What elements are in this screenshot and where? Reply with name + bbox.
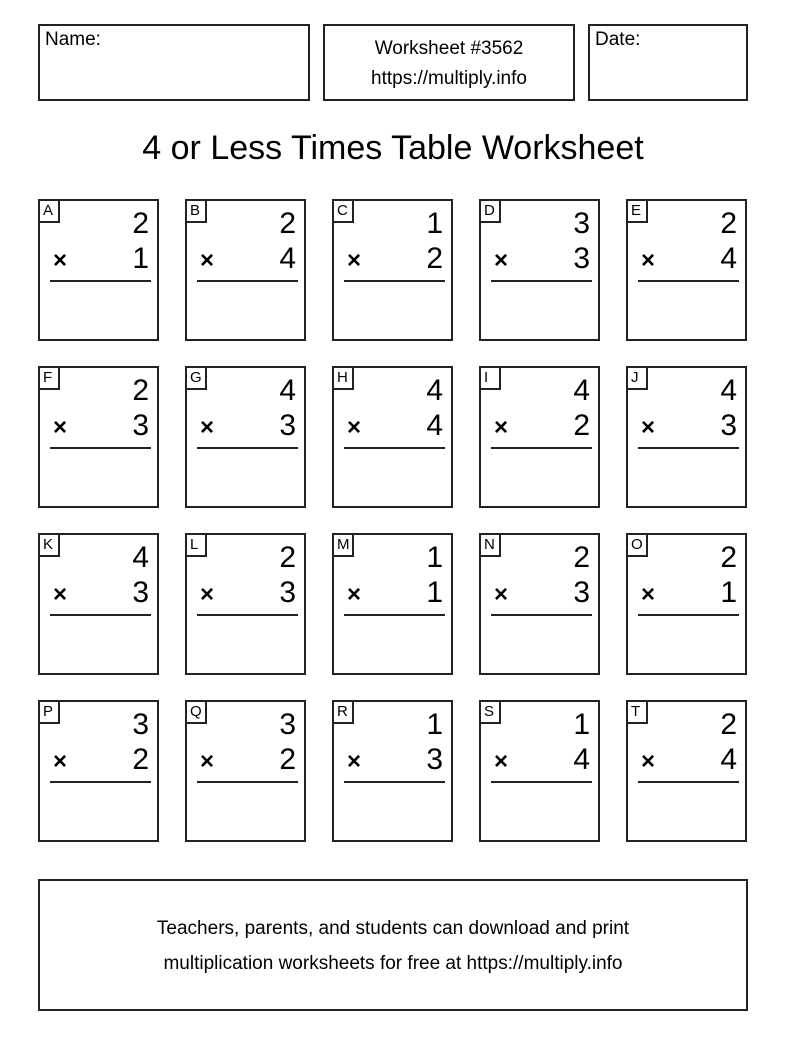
multiplicand: 4 (426, 374, 443, 407)
worksheet-info-box (323, 24, 575, 101)
answer-line (638, 614, 739, 616)
problem-letter: M (332, 533, 354, 557)
answer-line (638, 781, 739, 783)
worksheet-url: https://multiply.info (371, 68, 527, 89)
problem-card-p (38, 700, 159, 842)
problem-letter: I (479, 366, 501, 390)
answer-line (197, 280, 298, 282)
multiplicand: 3 (573, 207, 590, 240)
problem-card-o (626, 533, 747, 675)
problem-letter: O (626, 533, 648, 557)
multiply-sign-icon: × (494, 247, 509, 274)
name-label: Name: (45, 29, 101, 50)
multiplier: 2 (132, 743, 149, 776)
problem-letter: E (626, 199, 648, 223)
problem-letter: D (479, 199, 501, 223)
problem-card-t (626, 700, 747, 842)
date-field[interactable] (588, 24, 748, 101)
multiplicand: 2 (720, 708, 737, 741)
problem-letter: Q (185, 700, 207, 724)
problem-letter: L (185, 533, 207, 557)
multiplier: 4 (720, 743, 737, 776)
multiplicand: 2 (573, 541, 590, 574)
footer-line-2: multiplication worksheets for free at https://multiply.info (163, 953, 623, 974)
multiplier: 3 (279, 409, 296, 442)
problem-letter: H (332, 366, 354, 390)
multiplier: 4 (426, 409, 443, 442)
multiplicand: 4 (279, 374, 296, 407)
multiplier: 3 (426, 743, 443, 776)
multiply-sign-icon: × (641, 581, 656, 608)
problem-card-d (479, 199, 600, 341)
multiply-sign-icon: × (494, 581, 509, 608)
problem-card-l (185, 533, 306, 675)
multiply-sign-icon: × (347, 581, 362, 608)
answer-line (491, 614, 592, 616)
multiplicand: 4 (720, 374, 737, 407)
multiplicand: 4 (132, 541, 149, 574)
multiplier: 2 (426, 242, 443, 275)
multiply-sign-icon: × (494, 414, 509, 441)
problem-letter: F (38, 366, 60, 390)
problem-letter: B (185, 199, 207, 223)
multiplicand: 2 (132, 207, 149, 240)
footer-line-1: Teachers, parents, and students can download and print (156, 918, 630, 939)
multiplicand: 4 (573, 374, 590, 407)
problem-card-c (332, 199, 453, 341)
multiplier: 3 (573, 242, 590, 275)
problem-letter: G (185, 366, 207, 390)
multiplicand: 1 (426, 708, 443, 741)
answer-line (344, 447, 445, 449)
multiplier: 2 (573, 409, 590, 442)
answer-line (197, 447, 298, 449)
multiplier: 3 (573, 576, 590, 609)
multiplier: 3 (720, 409, 737, 442)
multiplier: 4 (573, 743, 590, 776)
multiply-sign-icon: × (347, 414, 362, 441)
multiply-sign-icon: × (53, 414, 68, 441)
answer-line (50, 614, 151, 616)
answer-line (638, 447, 739, 449)
answer-line (197, 781, 298, 783)
problem-card-k (38, 533, 159, 675)
multiplier: 3 (132, 409, 149, 442)
multiplicand: 1 (573, 708, 590, 741)
answer-line (491, 447, 592, 449)
problem-card-a (38, 199, 159, 341)
multiplicand: 1 (426, 541, 443, 574)
problem-letter: K (38, 533, 60, 557)
answer-line (491, 280, 592, 282)
multiply-sign-icon: × (641, 414, 656, 441)
multiplier: 4 (279, 242, 296, 275)
problem-letter: J (626, 366, 648, 390)
problem-card-r (332, 700, 453, 842)
footer-box (38, 879, 748, 1011)
multiply-sign-icon: × (347, 748, 362, 775)
multiply-sign-icon: × (641, 247, 656, 274)
answer-line (344, 614, 445, 616)
answer-line (344, 280, 445, 282)
problem-card-s (479, 700, 600, 842)
problem-card-n (479, 533, 600, 675)
multiply-sign-icon: × (641, 748, 656, 775)
answer-line (638, 280, 739, 282)
problem-card-e (626, 199, 747, 341)
answer-line (50, 781, 151, 783)
problem-card-g (185, 366, 306, 508)
problem-letter: S (479, 700, 501, 724)
page-title: 4 or Less Times Table Worksheet (142, 129, 644, 167)
multiply-sign-icon: × (200, 414, 215, 441)
multiplicand: 3 (279, 708, 296, 741)
problem-letter: N (479, 533, 501, 557)
multiply-sign-icon: × (200, 581, 215, 608)
multiplicand: 2 (720, 541, 737, 574)
date-label: Date: (595, 29, 641, 50)
problem-card-f (38, 366, 159, 508)
problem-card-j (626, 366, 747, 508)
multiplicand: 2 (132, 374, 149, 407)
multiplicand: 2 (720, 207, 737, 240)
answer-line (50, 447, 151, 449)
multiplier: 4 (720, 242, 737, 275)
multiply-sign-icon: × (200, 247, 215, 274)
answer-line (344, 781, 445, 783)
multiplicand: 3 (132, 708, 149, 741)
answer-line (197, 614, 298, 616)
name-field[interactable] (38, 24, 310, 101)
multiplicand: 1 (426, 207, 443, 240)
multiply-sign-icon: × (53, 748, 68, 775)
multiply-sign-icon: × (494, 748, 509, 775)
multiply-sign-icon: × (53, 581, 68, 608)
problem-card-i (479, 366, 600, 508)
problem-letter: A (38, 199, 60, 223)
answer-line (50, 280, 151, 282)
problem-letter: C (332, 199, 354, 223)
worksheet-number: Worksheet #3562 (374, 38, 524, 59)
problem-card-q (185, 700, 306, 842)
problem-card-m (332, 533, 453, 675)
multiplier: 3 (132, 576, 149, 609)
problem-letter: P (38, 700, 60, 724)
multiply-sign-icon: × (200, 748, 215, 775)
multiplier: 2 (279, 743, 296, 776)
multiplier: 1 (426, 576, 443, 609)
multiply-sign-icon: × (347, 247, 362, 274)
multiplier: 3 (279, 576, 296, 609)
problem-card-b (185, 199, 306, 341)
multiplicand: 2 (279, 541, 296, 574)
problem-letter: R (332, 700, 354, 724)
answer-line (491, 781, 592, 783)
multiplier: 1 (720, 576, 737, 609)
multiplier: 1 (132, 242, 149, 275)
problem-card-h (332, 366, 453, 508)
multiplicand: 2 (279, 207, 296, 240)
multiply-sign-icon: × (53, 247, 68, 274)
problem-letter: T (626, 700, 648, 724)
